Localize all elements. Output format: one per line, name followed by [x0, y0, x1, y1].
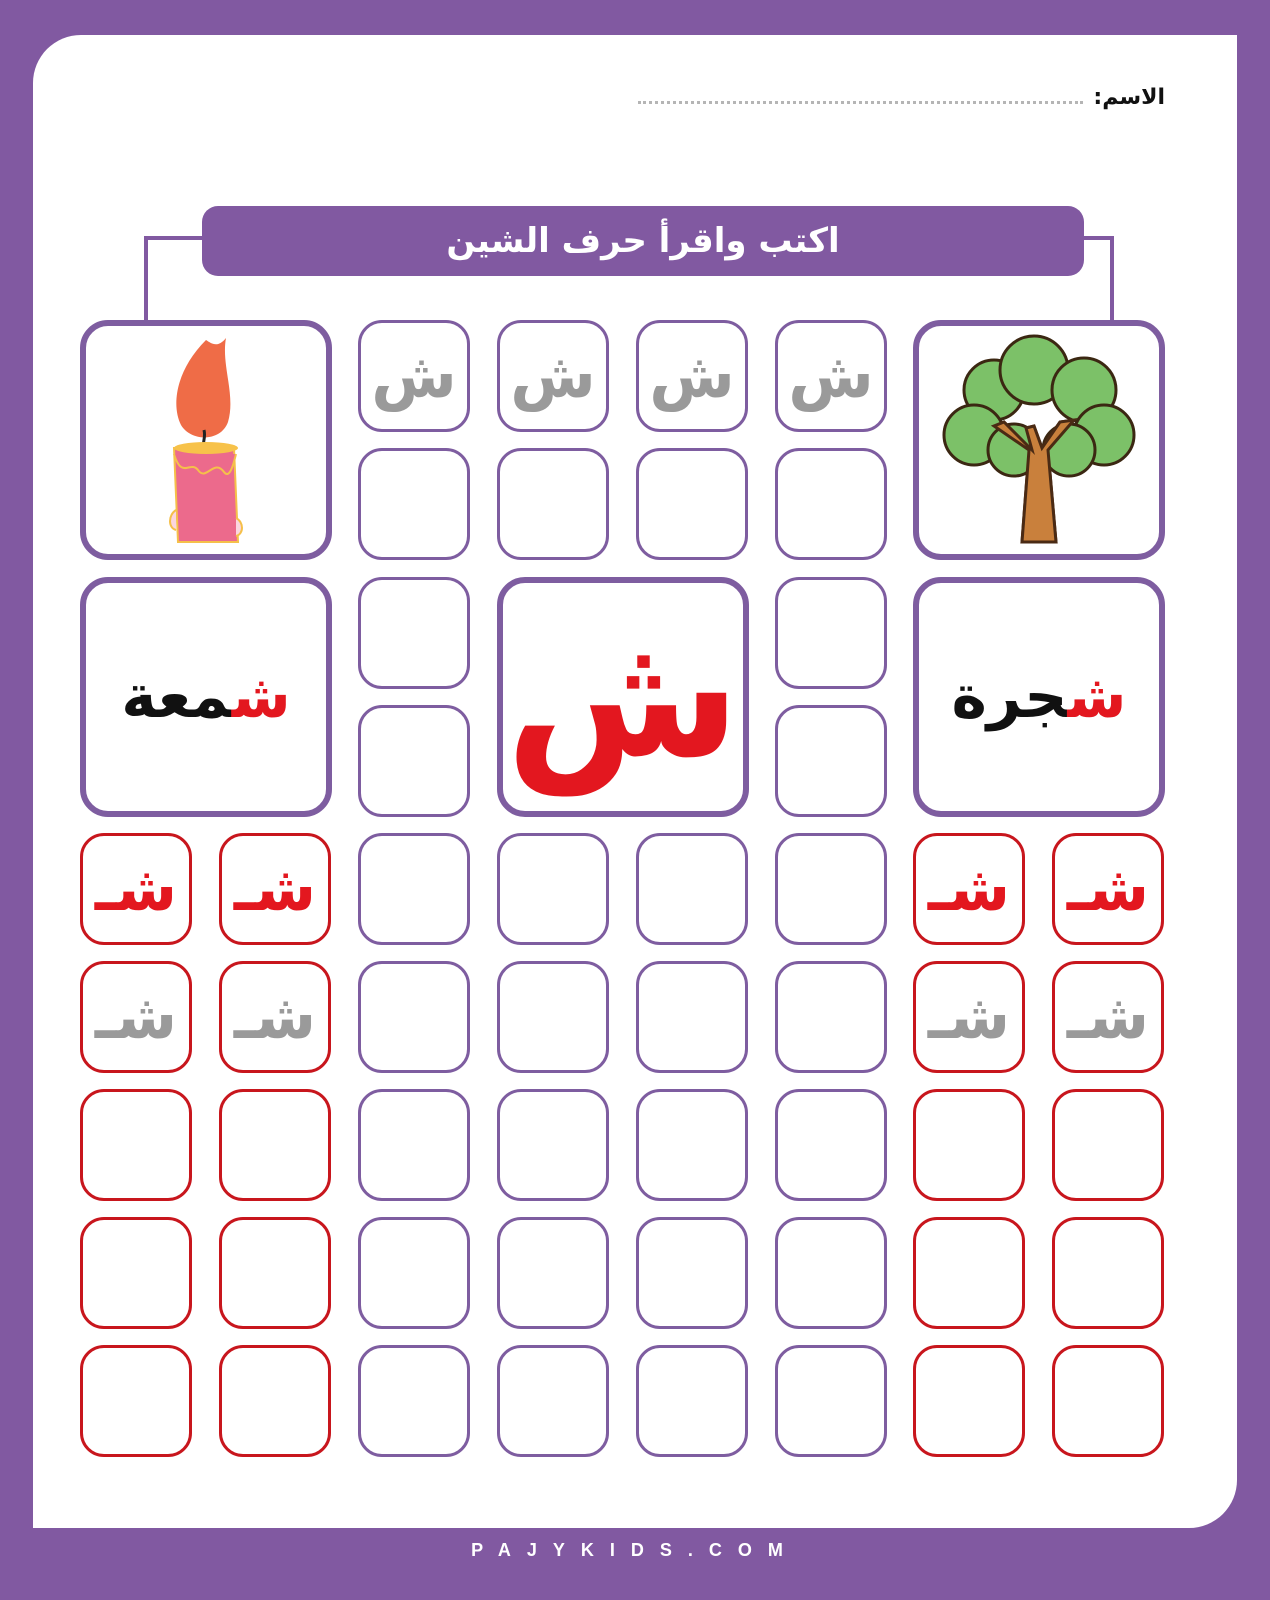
- write-box[interactable]: [497, 1345, 609, 1457]
- trace-box[interactable]: [913, 961, 1025, 1073]
- trace-box[interactable]: [1052, 961, 1164, 1073]
- write-box[interactable]: [358, 961, 470, 1073]
- tree-picture-box: [913, 320, 1165, 560]
- write-box[interactable]: [775, 961, 887, 1073]
- write-box[interactable]: [775, 1345, 887, 1457]
- write-box[interactable]: [219, 1089, 331, 1201]
- write-box[interactable]: [636, 1217, 748, 1329]
- write-box[interactable]: [497, 961, 609, 1073]
- initial-letter: شـ: [94, 852, 178, 925]
- write-box[interactable]: [775, 833, 887, 945]
- trace-box[interactable]: [497, 320, 609, 432]
- write-box[interactable]: [775, 1089, 887, 1201]
- trace-letter: ش: [371, 339, 457, 412]
- trace-box[interactable]: [80, 961, 192, 1073]
- write-box[interactable]: [636, 1345, 748, 1457]
- write-box[interactable]: [358, 705, 470, 817]
- trace-initial-letter: شـ: [1066, 980, 1150, 1053]
- example-box: [1052, 833, 1164, 945]
- initial-letter: شـ: [927, 852, 1011, 925]
- word-box-tree: [913, 577, 1165, 817]
- write-box[interactable]: [358, 1217, 470, 1329]
- write-box[interactable]: [497, 1217, 609, 1329]
- name-label: الاسم:: [1093, 84, 1165, 110]
- candle-picture-box: [80, 320, 332, 560]
- trace-letter: ش: [788, 339, 874, 412]
- candle-icon: [136, 330, 276, 550]
- write-box[interactable]: [80, 1089, 192, 1201]
- write-box[interactable]: [913, 1217, 1025, 1329]
- write-box[interactable]: [636, 448, 748, 560]
- example-box: [913, 833, 1025, 945]
- tree-icon: [934, 330, 1144, 550]
- write-box[interactable]: [913, 1345, 1025, 1457]
- write-box[interactable]: [80, 1345, 192, 1457]
- word-box-candle: [80, 577, 332, 817]
- trace-box[interactable]: [636, 320, 748, 432]
- write-box[interactable]: [497, 1089, 609, 1201]
- trace-box[interactable]: [775, 320, 887, 432]
- trace-box[interactable]: [219, 961, 331, 1073]
- initial-letter: شـ: [1066, 852, 1150, 925]
- write-box[interactable]: [1052, 1089, 1164, 1201]
- trace-letter: ش: [510, 339, 596, 412]
- footer-site-name: PAJYKIDS.COM: [471, 1539, 799, 1560]
- worksheet-title: اكتب واقرأ حرف الشين: [202, 206, 1084, 276]
- trace-box[interactable]: [358, 320, 470, 432]
- write-box[interactable]: [80, 1217, 192, 1329]
- write-box[interactable]: [1052, 1217, 1164, 1329]
- write-box[interactable]: [775, 448, 887, 560]
- trace-letter: ش: [649, 339, 735, 412]
- initial-letter: شـ: [233, 852, 317, 925]
- trace-initial-letter: شـ: [94, 980, 178, 1053]
- write-box[interactable]: [636, 1089, 748, 1201]
- example-box: [80, 833, 192, 945]
- write-box[interactable]: [358, 448, 470, 560]
- name-field[interactable]: [638, 80, 1165, 114]
- word-candle: شمعة: [121, 662, 291, 732]
- write-box[interactable]: [636, 961, 748, 1073]
- write-box[interactable]: [913, 1089, 1025, 1201]
- main-letter: ش: [505, 598, 741, 796]
- write-box[interactable]: [636, 833, 748, 945]
- write-box[interactable]: [775, 705, 887, 817]
- trace-initial-letter: شـ: [233, 980, 317, 1053]
- write-box[interactable]: [497, 833, 609, 945]
- trace-initial-letter: شـ: [927, 980, 1011, 1053]
- example-box: [219, 833, 331, 945]
- write-box[interactable]: [219, 1345, 331, 1457]
- write-box[interactable]: [497, 448, 609, 560]
- write-box[interactable]: [358, 1089, 470, 1201]
- write-box[interactable]: [775, 1217, 887, 1329]
- write-box[interactable]: [1052, 1345, 1164, 1457]
- name-input-line[interactable]: [638, 101, 1083, 104]
- write-box[interactable]: [775, 577, 887, 689]
- main-letter-box: [497, 577, 749, 817]
- write-box[interactable]: [358, 577, 470, 689]
- write-box[interactable]: [358, 833, 470, 945]
- write-box[interactable]: [358, 1345, 470, 1457]
- write-box[interactable]: [219, 1217, 331, 1329]
- word-tree: شجرة: [951, 662, 1127, 732]
